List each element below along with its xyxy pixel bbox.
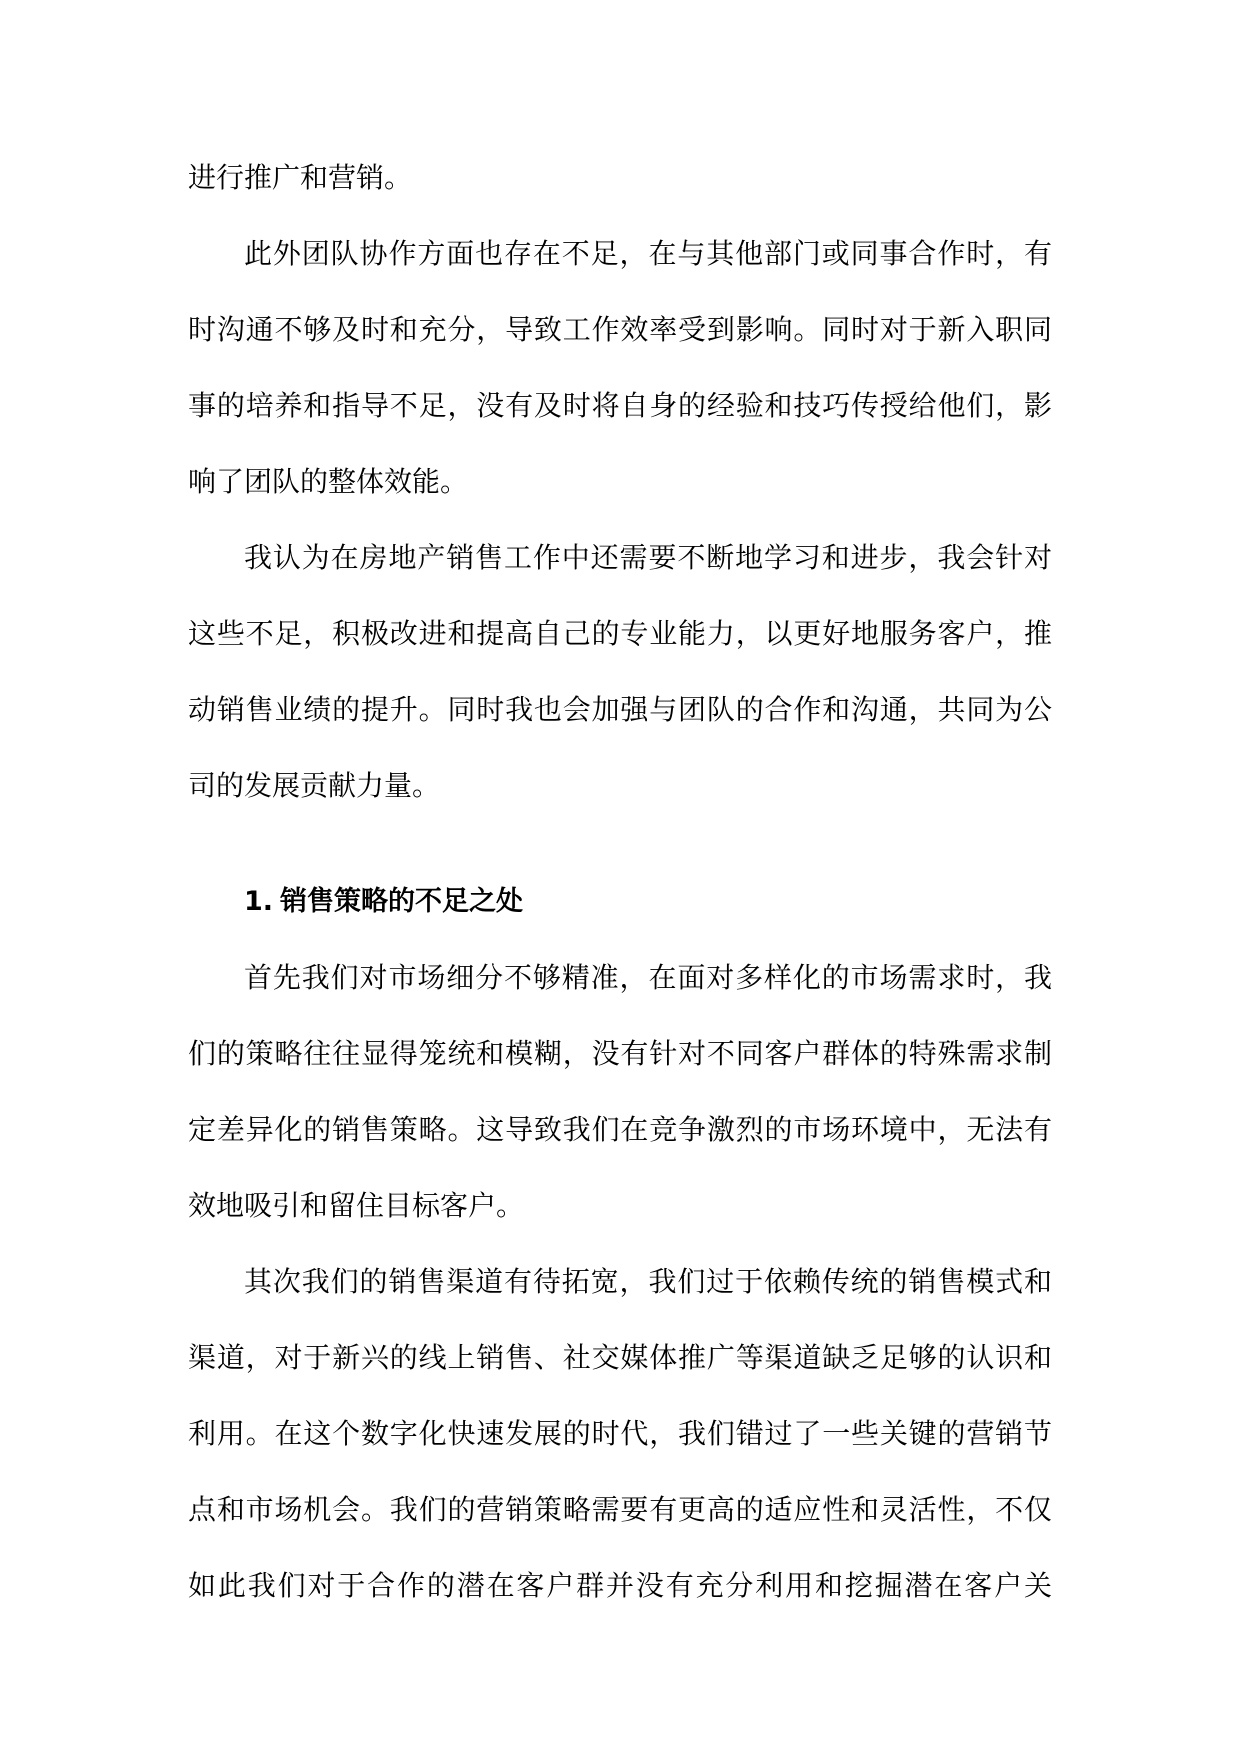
text-line: 定差异化的销售策略。这导致我们在竞争激烈的市场环境中，无法有 <box>188 1113 1052 1146</box>
text-line: 点和市场机会。我们的营销策略需要有更高的适应性和灵活性，不仅 <box>188 1493 1052 1526</box>
paragraph-sales-channels <box>188 1244 1052 1624</box>
section-number: 1. <box>244 886 274 917</box>
section-heading <box>188 864 1052 940</box>
text-line: 响了团队的整体效能。 <box>188 465 469 498</box>
text-line: 首先我们对市场细分不够精准，在面对多样化的市场需求时，我 <box>244 961 1052 994</box>
text-line: 如此我们对于合作的潜在客户群并没有充分利用和挖掘潜在客户关 <box>188 1569 1052 1602</box>
text-line: 渠道，对于新兴的线上销售、社交媒体推广等渠道缺乏足够的认识和 <box>188 1341 1052 1374</box>
text-line: 们的策略往往显得笼统和模糊，没有针对不同客户群体的特殊需求制 <box>188 1037 1052 1070</box>
text-line: 此外团队协作方面也存在不足，在与其他部门或同事合作时，有 <box>244 237 1052 270</box>
text-line: 利用。在这个数字化快速发展的时代，我们错过了一些关键的营销节 <box>188 1417 1052 1450</box>
paragraph-improvement <box>188 520 1052 824</box>
text-line: 效地吸引和留住目标客户。 <box>188 1189 525 1222</box>
text-line: 动销售业绩的提升。同时我也会加强与团队的合作和沟通，共同为公 <box>188 693 1052 726</box>
text-line: 进行推广和营销。 <box>188 161 413 194</box>
paragraph-continuation <box>188 140 1052 216</box>
paragraph-market-segmentation <box>188 940 1052 1244</box>
section-title: 销售策略的不足之处 <box>280 886 523 917</box>
document-body <box>188 140 1052 1624</box>
text-line: 时沟通不够及时和充分，导致工作效率受到影响。同时对于新入职同 <box>188 313 1052 346</box>
text-line: 司的发展贡献力量。 <box>188 769 441 802</box>
paragraph-team-collaboration <box>188 216 1052 520</box>
text-line: 这些不足，积极改进和提高自己的专业能力，以更好地服务客户，推 <box>188 617 1052 650</box>
text-line: 事的培养和指导不足，没有及时将自身的经验和技巧传授给他们，影 <box>188 389 1052 422</box>
text-line: 我认为在房地产销售工作中还需要不断地学习和进步，我会针对 <box>244 541 1052 574</box>
text-line: 其次我们的销售渠道有待拓宽，我们过于依赖传统的销售模式和 <box>244 1265 1052 1298</box>
